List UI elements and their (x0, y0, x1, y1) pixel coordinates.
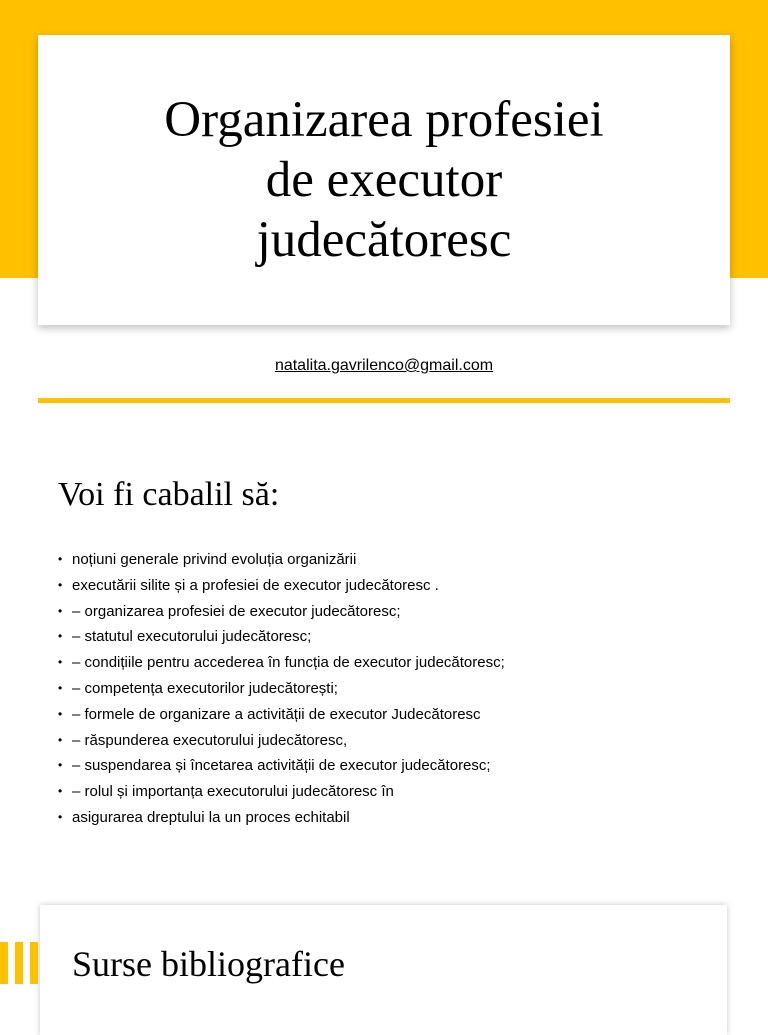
bullet-dot-icon: • (58, 577, 63, 592)
bullet-dot-icon: • (58, 680, 63, 695)
objectives-list (58, 547, 748, 831)
accent-divider (38, 398, 730, 403)
slide-title (104, 90, 664, 270)
list-item: • – formele de organizare a activității de executor Judecătoresc (58, 702, 748, 728)
bullet-dot-icon: • (58, 655, 63, 670)
slide2-heading: Voi fi cabalil să: (58, 476, 280, 513)
bullet-dot-icon: • (58, 784, 63, 799)
bibliography-heading: Surse bibliografice (72, 944, 345, 984)
list-item: • asigurarea dreptului la un proces echitabil (58, 805, 748, 831)
list-item: • – răspunderea executorului judecătoresc, (58, 728, 748, 754)
email-link[interactable]: natalita.gavrilenco@gmail.com (274, 357, 494, 374)
bullet-dot-icon: • (58, 603, 63, 618)
accent-stripes (0, 942, 45, 984)
bullet-dot-icon: • (58, 758, 63, 773)
bullet-dot-icon: • (58, 629, 63, 644)
bullet-dot-icon: • (58, 706, 63, 721)
accent-stripe (15, 942, 23, 984)
bullet-dot-icon: • (58, 732, 63, 747)
list-item: • – suspendarea și încetarea activității de executor judecătoresc; (58, 753, 748, 779)
list-item: • – competența executorilor judecătorești; (58, 676, 748, 702)
list-item: • – rolul și importanța executorului judecătoresc în (58, 779, 748, 805)
accent-stripe (30, 942, 38, 984)
title-card (38, 35, 730, 325)
list-item: • – condițiile pentru accederea în funcția de executor judecătoresc; (58, 650, 748, 676)
list-item: • executării silite și a profesiei de executor judecătoresc . (58, 573, 748, 599)
bullet-dot-icon: • (58, 552, 63, 566)
list-item: • – statutul executorului judecătoresc; (58, 624, 748, 650)
title-line-2: de executor (265, 152, 503, 208)
bullet-dot-icon: • (58, 809, 63, 824)
list-item: • noțiuni generale privind evoluția organizării (58, 547, 748, 573)
accent-stripe (0, 942, 8, 984)
title-line-1: Organizarea profesiei (164, 92, 604, 148)
title-line-3: judecătoresc (256, 212, 512, 268)
list-item: • – organizarea profesiei de executor judecătoresc; (58, 599, 748, 625)
